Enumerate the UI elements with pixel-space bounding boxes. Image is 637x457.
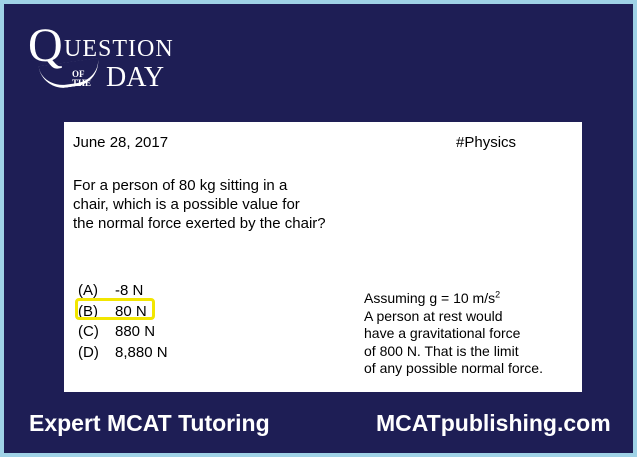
- logo-the: THE: [72, 78, 92, 88]
- option-text: 80 N: [115, 302, 147, 320]
- option-letter: (B): [78, 302, 98, 320]
- question-card: [64, 122, 582, 392]
- question-of-the-day-logo: [26, 19, 196, 102]
- question-line: For a person of 80 kg sitting in a: [73, 177, 288, 194]
- option-letter: (A): [78, 282, 98, 299]
- option-text: -8 N: [115, 282, 144, 299]
- note-line: [364, 290, 579, 308]
- subject-tag: #Physics: [456, 134, 517, 151]
- question-line: chair, which is a possible value for: [73, 196, 300, 213]
- option-d: [78, 343, 218, 364]
- logo-day: DAY: [106, 62, 165, 93]
- note-line: of any possible normal force.: [364, 360, 543, 376]
- question-date: June 28, 2017: [73, 134, 169, 151]
- logo-uestion: UESTION: [64, 36, 174, 62]
- option-c: [78, 322, 218, 343]
- option-text: 8,880 N: [115, 343, 168, 361]
- option-text: 880 N: [115, 323, 156, 340]
- note-line: have a gravitational force: [364, 325, 521, 341]
- footer-website: MCATpublishing.com: [376, 410, 611, 436]
- note-line: of 800 N. That is the limit: [364, 342, 519, 359]
- logo-of-the: [72, 70, 91, 88]
- option-letter: (C): [78, 323, 99, 340]
- explanation-note: [364, 290, 579, 378]
- note-line: A person at rest would: [364, 307, 503, 324]
- correct-answer-highlight: [75, 298, 155, 320]
- option-letter: (D): [78, 343, 99, 361]
- note-exponent: 2: [495, 289, 501, 300]
- note-assumption: Assuming g = 10 m/s: [364, 290, 496, 306]
- question-text: [73, 176, 403, 233]
- footer-tagline: Expert MCAT Tutoring: [29, 410, 270, 436]
- question-line: the normal force exerted by the chair?: [73, 215, 326, 232]
- logo-q: Q: [28, 19, 63, 72]
- answer-options: [78, 281, 218, 363]
- logo-of: OF: [72, 69, 85, 79]
